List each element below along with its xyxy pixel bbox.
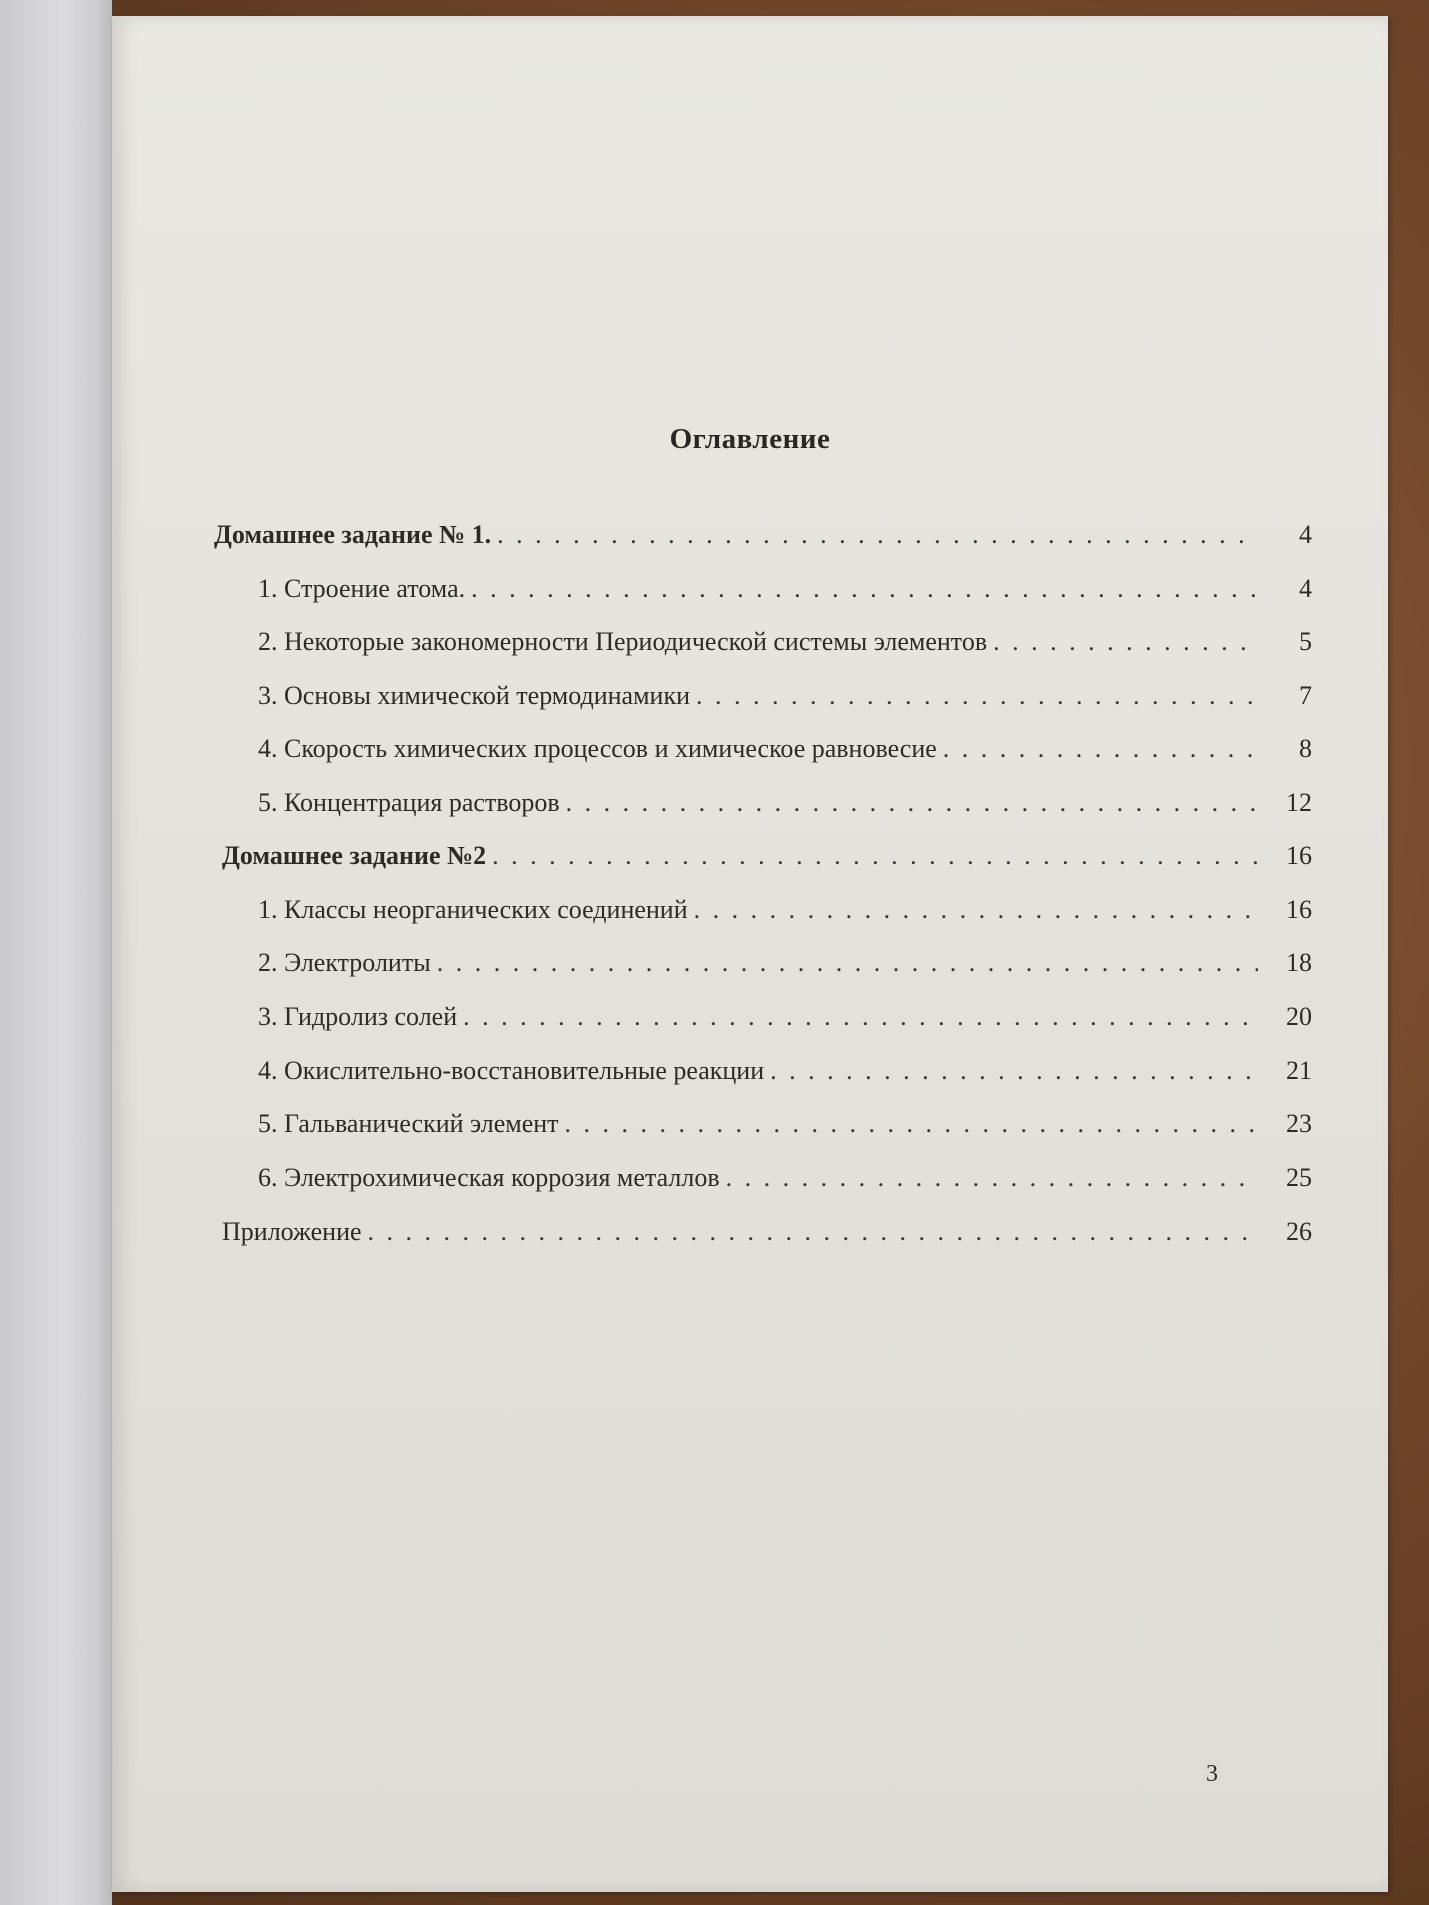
toc-section-hw2 — [222, 839, 1312, 873]
toc-page-number: 18 — [1286, 948, 1312, 977]
toc-item — [258, 572, 1312, 606]
toc-page-number: 8 — [1299, 734, 1312, 763]
toc-label: Приложение — [222, 1217, 362, 1246]
toc-page-number: 26 — [1286, 1217, 1312, 1246]
toc-page-number: 23 — [1286, 1109, 1312, 1138]
toc-label: 2. Электролиты — [258, 948, 431, 977]
toc-label: 1. Строение атома. — [258, 574, 466, 603]
toc-leader-dots — [368, 1215, 1258, 1249]
toc-page-number: 5 — [1299, 627, 1312, 656]
left-page-edge — [0, 0, 112, 1905]
toc-label: 5. Концентрация растворов — [258, 788, 560, 817]
document-page — [112, 16, 1388, 1892]
toc-leader-dots — [463, 1000, 1258, 1034]
toc-leader-dots — [565, 1107, 1258, 1141]
toc-label: Домашнее задание № 1. — [214, 520, 492, 549]
toc-label: 3. Гидролиз солей — [258, 1002, 458, 1031]
toc-page-number: 12 — [1286, 788, 1312, 817]
toc-page-number: 4 — [1299, 520, 1312, 549]
toc-leader-dots — [497, 518, 1258, 552]
toc-leader-dots — [566, 786, 1258, 820]
toc-leader-dots — [993, 625, 1258, 659]
toc-label: 5. Гальванический элемент — [258, 1109, 559, 1138]
toc-item — [258, 946, 1312, 980]
toc-leader-dots — [694, 893, 1258, 927]
toc-item — [258, 1054, 1312, 1088]
toc-label: 1. Классы неорганических соединений — [258, 895, 688, 924]
toc-item — [258, 893, 1312, 927]
toc-label: 6. Электрохимическая коррозия металлов — [258, 1163, 720, 1192]
toc-page-number: 7 — [1299, 681, 1312, 710]
toc-label: 2. Некоторые закономерности Периодической системы элементов — [258, 627, 988, 656]
toc-page-number: 4 — [1299, 574, 1312, 603]
page-title: Оглавление — [669, 423, 831, 455]
toc-leader-dots — [492, 839, 1258, 873]
toc-page-number: 16 — [1286, 841, 1312, 870]
toc-leader-dots — [696, 679, 1258, 713]
toc-item — [258, 732, 1312, 766]
toc-section-hw1 — [214, 518, 1312, 552]
toc-leader-dots — [726, 1161, 1258, 1195]
toc-page-number: 21 — [1286, 1056, 1312, 1085]
toc-label: 4. Окислительно-восстановительные реакции — [258, 1056, 765, 1085]
toc-appendix — [222, 1215, 1312, 1249]
toc-label: 3. Основы химической термодинамики — [258, 681, 691, 710]
toc-label: Домашнее задание №2 — [222, 841, 487, 870]
toc-item — [258, 1161, 1312, 1195]
toc-item — [258, 786, 1312, 820]
toc-item — [258, 679, 1312, 713]
toc-item — [258, 1000, 1312, 1034]
page-number: 3 — [1206, 1761, 1218, 1787]
toc-leader-dots — [471, 572, 1258, 606]
toc-item — [258, 625, 1312, 659]
toc-page-number: 16 — [1286, 895, 1312, 924]
toc-page-number: 20 — [1286, 1002, 1312, 1031]
toc-item — [258, 1107, 1312, 1141]
toc-page-number: 25 — [1286, 1163, 1312, 1192]
toc-leader-dots — [437, 946, 1258, 980]
toc-leader-dots — [943, 732, 1258, 766]
toc-label: 4. Скорость химических процессов и химическое равновесие — [258, 734, 937, 763]
toc-leader-dots — [770, 1054, 1258, 1088]
